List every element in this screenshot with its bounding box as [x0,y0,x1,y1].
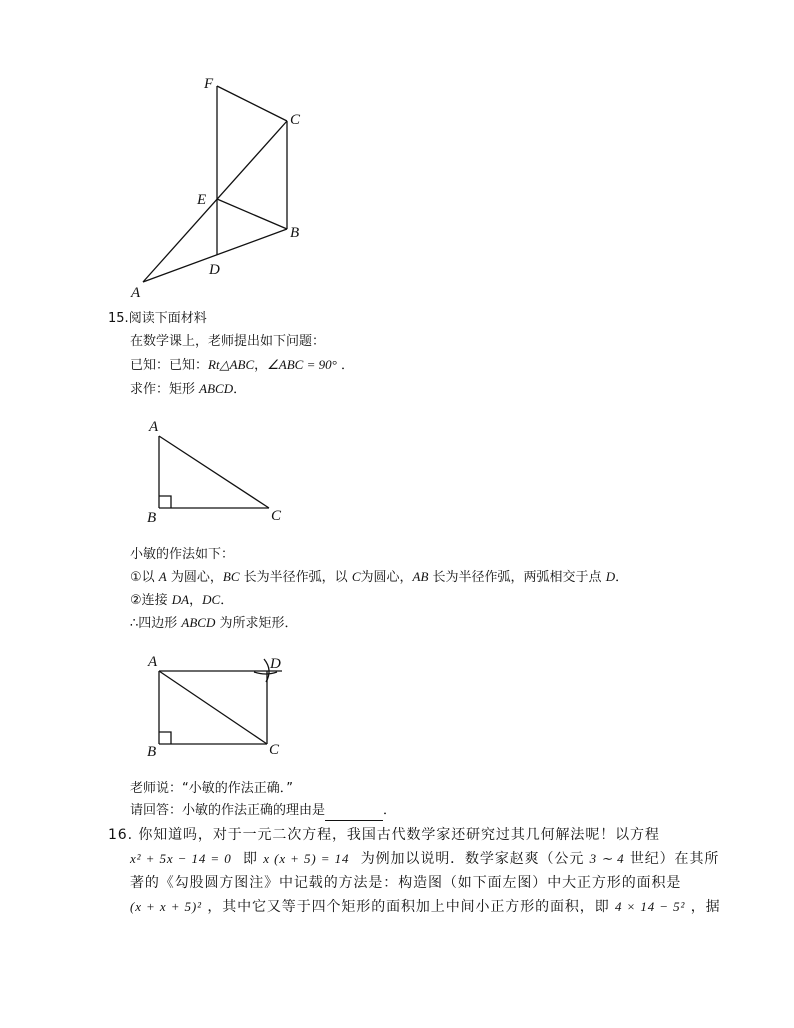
answer-end: ． [383,803,397,818]
step1-p2: 为圆心， [170,570,223,585]
step1-p5: 长为半径作弧，两弧相交于点 [432,570,602,585]
segment-eb [217,199,287,229]
known-sep: ， [254,358,268,373]
step1-p4: 为圆心， [360,570,413,585]
step2-p2: ， [189,593,203,608]
step1-p1: ①以 [130,570,155,585]
label-b: B [290,225,300,241]
step2-p1: ②连接 [130,593,168,608]
right-angle-mark [159,496,171,508]
label-b: B [147,510,157,526]
label-c: C [271,508,282,524]
label-a: A [131,285,141,301]
find-rect: ABCD [199,381,234,396]
step2-p3: ． [220,593,234,608]
step2-da: DA [171,592,190,607]
step1-p3: 长为半径作弧，以 [243,570,348,585]
q15-title: 阅读下面材料 [128,311,207,326]
q16-text4: ，其中它又等于四个矩形的面积加上中间小正方形的面积，即 [207,899,610,915]
conclusion-p2: 为所求矩形． [219,616,298,631]
step1-point-d: D [605,569,616,584]
known-angle: ∠ABC = 90° [267,357,337,372]
q15-heading [108,310,207,328]
arc-mark-horizontal [254,672,277,674]
label-b: B [147,744,157,760]
conclusion-rect: ABCD [181,615,216,630]
figure-quadrilateral [125,72,315,302]
figure-right-triangle [140,415,290,525]
q15-known [130,356,354,375]
find-label: 求作：矩形 [130,382,196,397]
q16-area-expr: (x + x + 5)² [130,899,202,914]
known-end: ． [340,358,354,373]
segment-ac [159,671,267,744]
q15-conclusion [130,614,298,633]
q16-line2 [130,850,719,868]
conclusion-p1: ∴四边形 [130,616,178,631]
answer-blank[interactable] [325,802,383,821]
label-c: C [290,112,301,128]
find-end: ． [233,382,247,397]
label-d: D [209,262,220,278]
q16-line4 [130,898,721,916]
q15-answer [130,802,396,821]
answer-prompt: 请回答：小敏的作法正确的理由是 [130,803,326,818]
q16-line3: 著的《勾股圆方图注》中记载的方法是：构造图（如下面左图）中大正方形的面积是 [130,875,682,891]
q16-text1: 你知道吗，对于一元二次方程，我国古代数学家还研究过其几何解法呢！以方程 [138,827,660,843]
figure-rectangle [140,650,300,762]
q16-equation1: x² + 5x − 14 = 0 [130,851,232,866]
q15-find [130,380,246,399]
label-c: C [269,742,280,758]
q16-text2: 为例加以说明．数学家赵爽（公元 [360,851,585,867]
q16-equation2: x (x + 5) = 14 [263,851,350,866]
q15-step2 [130,591,233,610]
q16-text4-end: ，据 [690,899,721,915]
step2-dc: DC [202,592,221,607]
label-d: D [270,656,281,672]
step1-bc: BC [222,569,240,584]
q15-teacher: 老师说：“小敏的作法正确．” [130,781,293,796]
right-angle-mark [159,732,171,744]
known-label: 已知：已知： [130,358,209,373]
q15-method-title: 小敏的作法如下： [130,547,235,562]
segment-fc [217,86,287,121]
label-e: E [197,192,207,208]
q15-number: 15. [108,311,129,326]
q16-text2-end: 世纪）在其所 [629,851,720,867]
known-triangle: Rt△ABC [208,357,255,372]
segment-ac [159,436,269,508]
segment-ac [143,121,287,282]
q16-century: 3 ∼ 4 [589,851,625,866]
q16-number: 16. [108,827,133,843]
q15-intro: 在数学课上，老师提出如下问题： [130,334,326,349]
label-a: A [149,419,159,435]
q16-eq-mid: 即 [243,851,258,867]
q16-line1 [108,826,660,844]
label-f: F [204,76,214,92]
label-a: A [148,654,158,670]
step1-ab: AB [412,569,429,584]
q15-step1 [130,568,628,587]
step1-point-a: A [158,569,167,584]
step1-p6: ． [615,570,629,585]
step1-point-c: C [351,569,361,584]
q16-area-expr2: 4 × 14 − 5² [614,899,686,914]
